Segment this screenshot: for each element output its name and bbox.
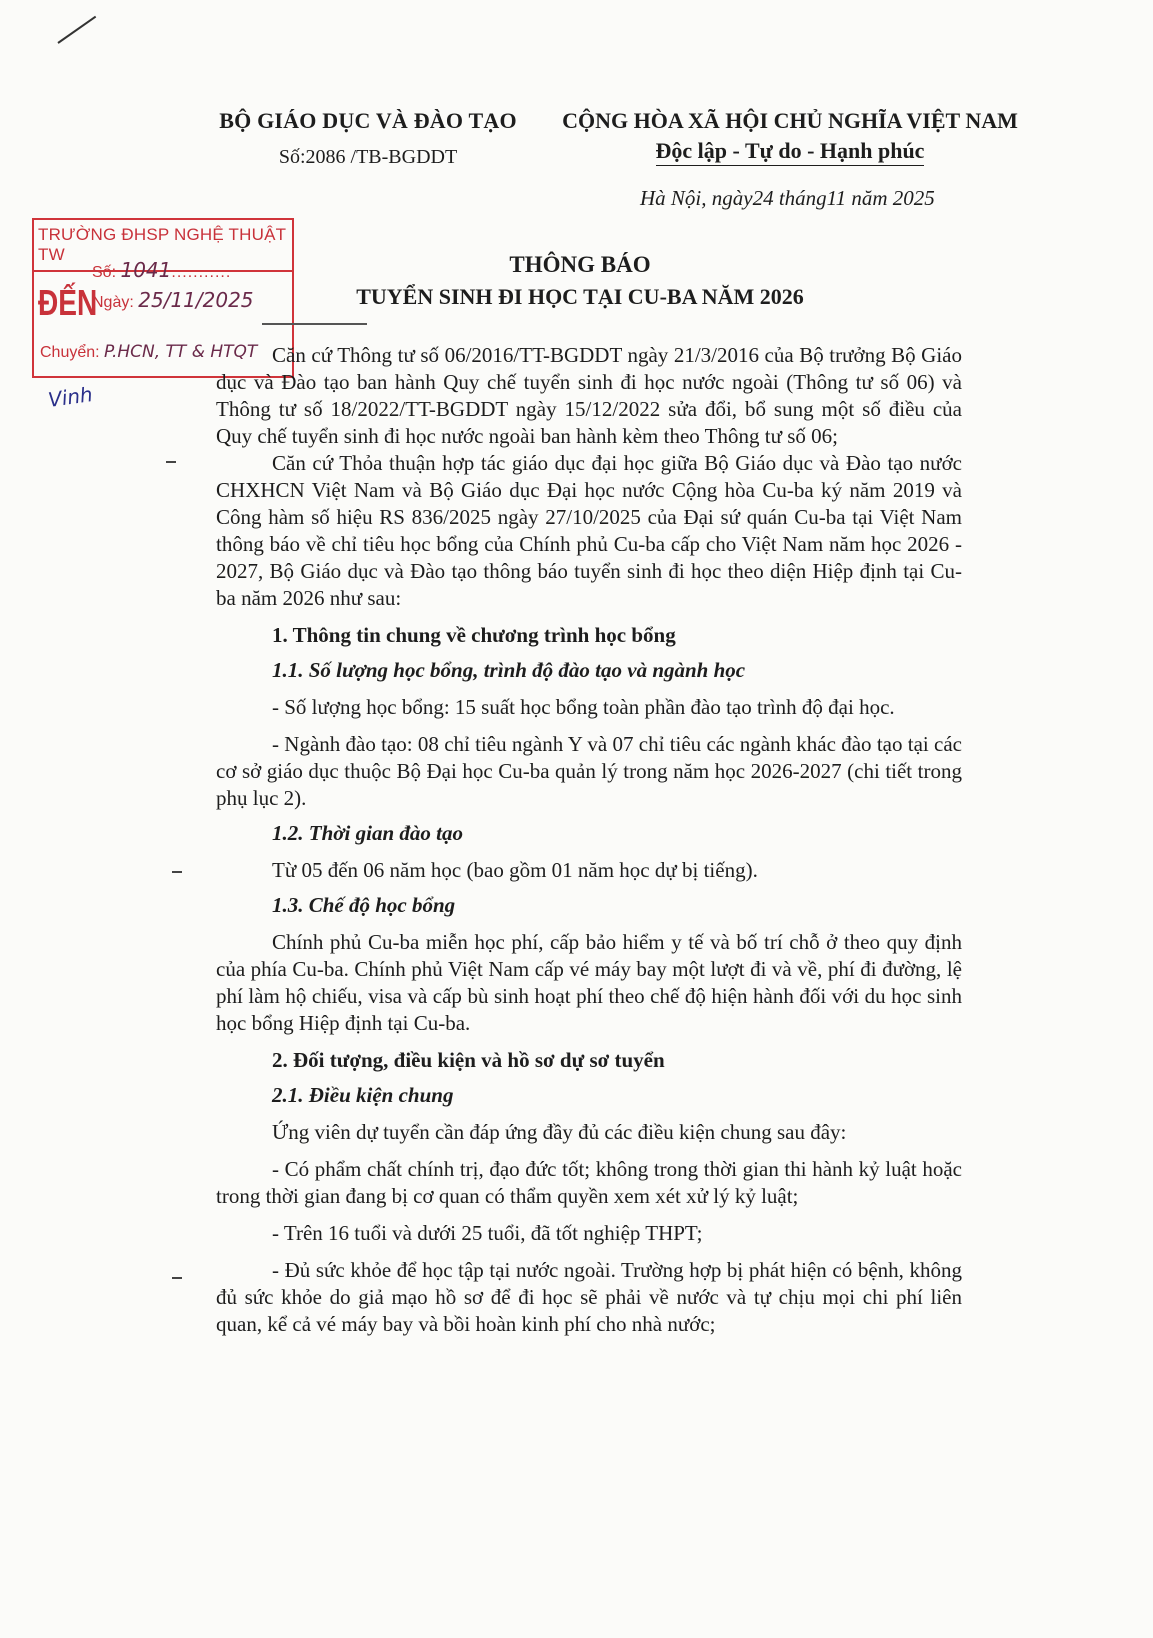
- title-divider: [262, 323, 367, 325]
- title-line-1: THÔNG BÁO: [509, 252, 651, 277]
- stamp-ngay-row: [92, 288, 254, 312]
- subsection-heading: 1.1. Số lượng học bổng, trình độ đào tạo và ngành học: [272, 658, 746, 682]
- signature: Vinh: [46, 382, 95, 412]
- section-heading: 1. Thông tin chung về chương trình học bổng: [272, 623, 676, 647]
- paragraph: Căn cứ Thỏa thuận hợp tác giáo dục đại học giữa Bộ Giáo dục và Đào tạo nước CHXHCN Việt Nam và Bộ Giáo dục Đại học nước Cộng hòa Cu-ba ký năm 2019 và Công hàm số hiệu RS 836/2025 ngày 27/10/2025 của Đại sứ quán Cu-ba tại Việt Nam thông báo về chỉ tiêu học bổng của Chính phủ Cu-ba cấp cho Việt Nam năm học 2026 - 2027, Bộ Giáo dục và Đào tạo thông báo tuyển sinh đi học theo diện Hiệp định tại Cu-ba năm 2026 như sau:: [216, 451, 962, 610]
- pen-mark: [57, 16, 96, 44]
- document-number: Số:2086 /TB-BGDDT: [278, 146, 458, 168]
- paragraph: Căn cứ Thông tư số 06/2016/TT-BGDDT ngày 21/3/2016 của Bộ trưởng Bộ Giáo dục và Đào tạo ban hành Quy chế tuyển sinh đi học nước ngoài (Thông tư số 06) và Thông tư số 18/2022/TT-BGDDT ngày 15/12/2022 sửa đổi, bổ sung một số điều của Quy chế tuyển sinh đi học nước ngoài ban hành kèm theo Thông tư số 06;: [216, 343, 962, 448]
- section-heading: 2. Đối tượng, điều kiện và hồ sơ dự sơ tuyển: [272, 1048, 665, 1072]
- paragraph: - Số lượng học bổng: 15 suất học bổng toàn phần đào tạo trình độ đại học.: [272, 695, 895, 719]
- stamp-den: ĐẾN: [38, 282, 98, 323]
- paragraph: Chính phủ Cu-ba miễn học phí, cấp bảo hiểm y tế và bố trí chỗ ở theo quy định của phía Cu-ba. Chính phủ Việt Nam cấp vé máy bay một lượt đi và về, phí đi đường, lệ phí làm hộ chiếu, visa và cấp bù sinh hoạt phí theo chế độ hiện hành đối với du học sinh học bổng Hiệp định tại Cu-ba.: [216, 930, 962, 1035]
- stamp-so-row: [92, 258, 231, 282]
- stamp-so-label: Số:: [92, 264, 117, 281]
- stamp-chuyen-value: P.HCN, TT & HTQT: [104, 342, 258, 362]
- subsection-heading: 2.1. Điều kiện chung: [272, 1083, 454, 1107]
- margin-mark: [172, 871, 182, 873]
- subsection-heading: 1.3. Chế độ học bổng: [272, 893, 456, 917]
- paragraph: - Đủ sức khỏe để học tập tại nước ngoài. Trường hợp bị phát hiện có bệnh, không đủ sức khỏe do giả mạo hồ sơ để đi học sẽ phải về nước và tự chịu mọi chi phí liên quan, kể cả vé máy bay và bồi hoàn kinh phí cho nhà nước;: [216, 1258, 962, 1336]
- title-line-2: TUYỂN SINH ĐI HỌC TẠI CU-BA NĂM 2026: [356, 284, 804, 309]
- ministry-name: BỘ GIÁO DỤC VÀ ĐÀO TẠO: [219, 108, 517, 133]
- paragraph: - Trên 16 tuổi và dưới 25 tuổi, đã tốt nghiệp THPT;: [272, 1221, 703, 1245]
- national-heading: [555, 108, 1025, 166]
- national-motto: Độc lập - Tự do - Hạnh phúc: [656, 138, 925, 166]
- stamp-so-value: 1041: [120, 258, 172, 282]
- margin-mark: [166, 461, 176, 463]
- document-title: [295, 252, 865, 310]
- stamp-chuyen-label: Chuyển:: [40, 344, 100, 361]
- stamp-org: TRƯỜNG ĐHSP NGHỆ THUẬT TW: [34, 220, 292, 272]
- document-body: [216, 342, 962, 1338]
- issuer-block: [213, 108, 523, 169]
- nation-name: CỘNG HÒA XÃ HỘI CHỦ NGHĨA VIỆT NAM: [562, 108, 1018, 133]
- paragraph: Ứng viên dự tuyển cần đáp ứng đầy đủ các điều kiện chung sau đây:: [272, 1120, 847, 1144]
- subsection-heading: 1.2. Thời gian đào tạo: [272, 821, 463, 845]
- stamp-ngay-value: 25/11/2025: [138, 288, 254, 312]
- paragraph: Từ 05 đến 06 năm học (bao gồm 01 năm học dự bị tiếng).: [272, 858, 758, 882]
- stamp-ngay-label: Ngày:: [92, 294, 134, 311]
- stamp-dots: ...........: [171, 264, 232, 281]
- paragraph: - Ngành đào tạo: 08 chỉ tiêu ngành Y và 07 chỉ tiêu các ngành khác đào tạo tại các cơ sở giáo dục thuộc Bộ Đại học Cu-ba quản lý trong năm học 2026-2027 (chi tiết trong phụ lục 2).: [216, 732, 962, 810]
- margin-mark: [172, 1277, 182, 1279]
- dateline: Hà Nội, ngày24 tháng11 năm 2025: [640, 186, 935, 210]
- paragraph: - Có phẩm chất chính trị, đạo đức tốt; không trong thời gian thi hành kỷ luật hoặc trong thời gian đang bị cơ quan có thẩm quyền xem xét xử lý kỷ luật;: [216, 1157, 962, 1208]
